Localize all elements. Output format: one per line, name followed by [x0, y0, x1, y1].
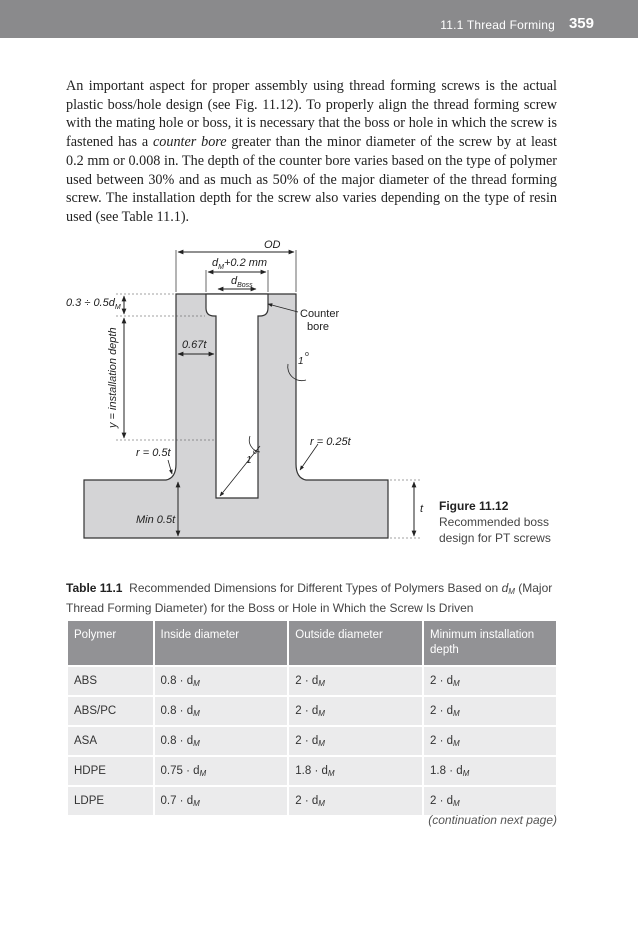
cell-depth: $2 \cdot d_M$	[424, 725, 556, 755]
cell-polymer: HDPE	[68, 755, 153, 785]
cell-outside: $1.8 \cdot d_M$	[289, 755, 422, 785]
counter-bore-label-1: Counter	[300, 308, 340, 320]
wall-thickness-label: 0.67t	[182, 339, 207, 351]
table-row	[68, 755, 556, 785]
table-caption-text-2: (Major Thread Forming Diameter) for the Boss or Hole in Which the Screw Is Driven	[66, 581, 553, 615]
cell-inside: $0.8 \cdot d_M$	[155, 695, 288, 725]
cell-inside: $0.7 \cdot d_M$	[155, 785, 288, 815]
page-number: 359	[568, 15, 594, 32]
figure-number: Figure 11.12	[439, 499, 509, 513]
draft-angle-inner-label: 1	[246, 455, 252, 466]
cell-polymer: ABS	[68, 665, 153, 695]
figure-caption	[439, 498, 569, 546]
cell-outside: $2 \cdot d_M$	[289, 785, 422, 815]
radius-left-label: r = 0.5t	[136, 447, 171, 459]
paragraph-part-2: greater than the minor diameter of the screw by at least 0.2 mm or 0.008 in. The depth of the counter bore varies based on the type of polymer used between 30% and as much as 50% of the major diameter of the thread forming screw. The installation depth for the screw also varies depending on the type of resin used (see Table 11.1).	[66, 134, 557, 225]
dm-label: $d_M+0.2$ mm	[212, 257, 268, 271]
draft-angle-inner-degree: o	[253, 449, 257, 456]
header-polymer: Polymer	[68, 621, 153, 665]
counter-bore-label-2: bore	[307, 321, 330, 333]
cell-inside: $0.8 \cdot d_M$	[155, 725, 288, 755]
cell-inside: $0.75 \cdot d_M$	[155, 755, 288, 785]
table-caption	[66, 580, 557, 617]
cell-inside: $0.8 \cdot d_M$	[155, 665, 288, 695]
header-outside-diameter: Outside diameter	[289, 621, 422, 665]
cell-polymer: ABS/PC	[68, 695, 153, 725]
radius-left-leader	[168, 460, 172, 474]
min-base-label: Min 0.5t	[136, 514, 176, 526]
cell-depth: $2 \cdot d_M$	[424, 665, 556, 695]
body-paragraph	[66, 77, 557, 227]
table-row	[68, 695, 556, 725]
paragraph-part-1: An important aspect for proper assembly using thread forming screws is the actual plastic boss/hole design (see Fig. 11.12). To properly align the thread forming screw with the mating hole or boss, it is necessary that the boss or hole in which the screw is fastened has a	[66, 78, 557, 151]
draft-angle-right-label: 1	[298, 356, 304, 367]
cell-depth: $2 \cdot d_M$	[424, 695, 556, 725]
running-header-band	[0, 0, 638, 38]
table-row	[68, 725, 556, 755]
cell-outside: $2 \cdot d_M$	[289, 725, 422, 755]
paragraph-emphasis: counter bore	[152, 134, 227, 151]
header-min-installation-depth: Minimum installation depth	[424, 621, 556, 665]
cell-polymer: ASA	[68, 725, 153, 755]
cell-outside: $2 \cdot d_M$	[289, 695, 422, 725]
dimensions-table	[66, 621, 558, 815]
figure-caption-text: Recommended boss design for PT screws	[439, 515, 551, 545]
od-label: OD	[264, 239, 281, 251]
radius-right-label: r = 0.25t	[310, 436, 351, 448]
top-range-label: $0.3 \div 0.5d_M$	[66, 297, 121, 311]
dboss-label: $d_{Boss}$	[231, 275, 253, 289]
table-number: Table 11.1	[66, 581, 123, 595]
table-caption-var: d	[501, 581, 509, 595]
cell-depth: $2 \cdot d_M$	[424, 785, 556, 815]
table-caption-text-1: Recommended Dimensions for Different Types of Polymers Based on	[129, 581, 502, 595]
table-header-row	[68, 621, 556, 665]
table-row	[68, 665, 556, 695]
draft-angle-right-degree: o	[305, 351, 309, 358]
continuation-note: (continuation next page)	[428, 813, 557, 827]
header-inside-diameter: Inside diameter	[155, 621, 288, 665]
running-header-section: 11.1 Thread Forming	[440, 18, 555, 32]
cell-outside: $2 \cdot d_M$	[289, 665, 422, 695]
table-caption-var-sub: M	[508, 587, 515, 596]
cell-depth: $1.8 \cdot d_M$	[424, 755, 556, 785]
table-row	[68, 785, 556, 815]
cell-polymer: LDPE	[68, 785, 153, 815]
installation-depth-label: y = installation depth	[107, 327, 119, 428]
base-thickness-label: t	[420, 503, 424, 515]
